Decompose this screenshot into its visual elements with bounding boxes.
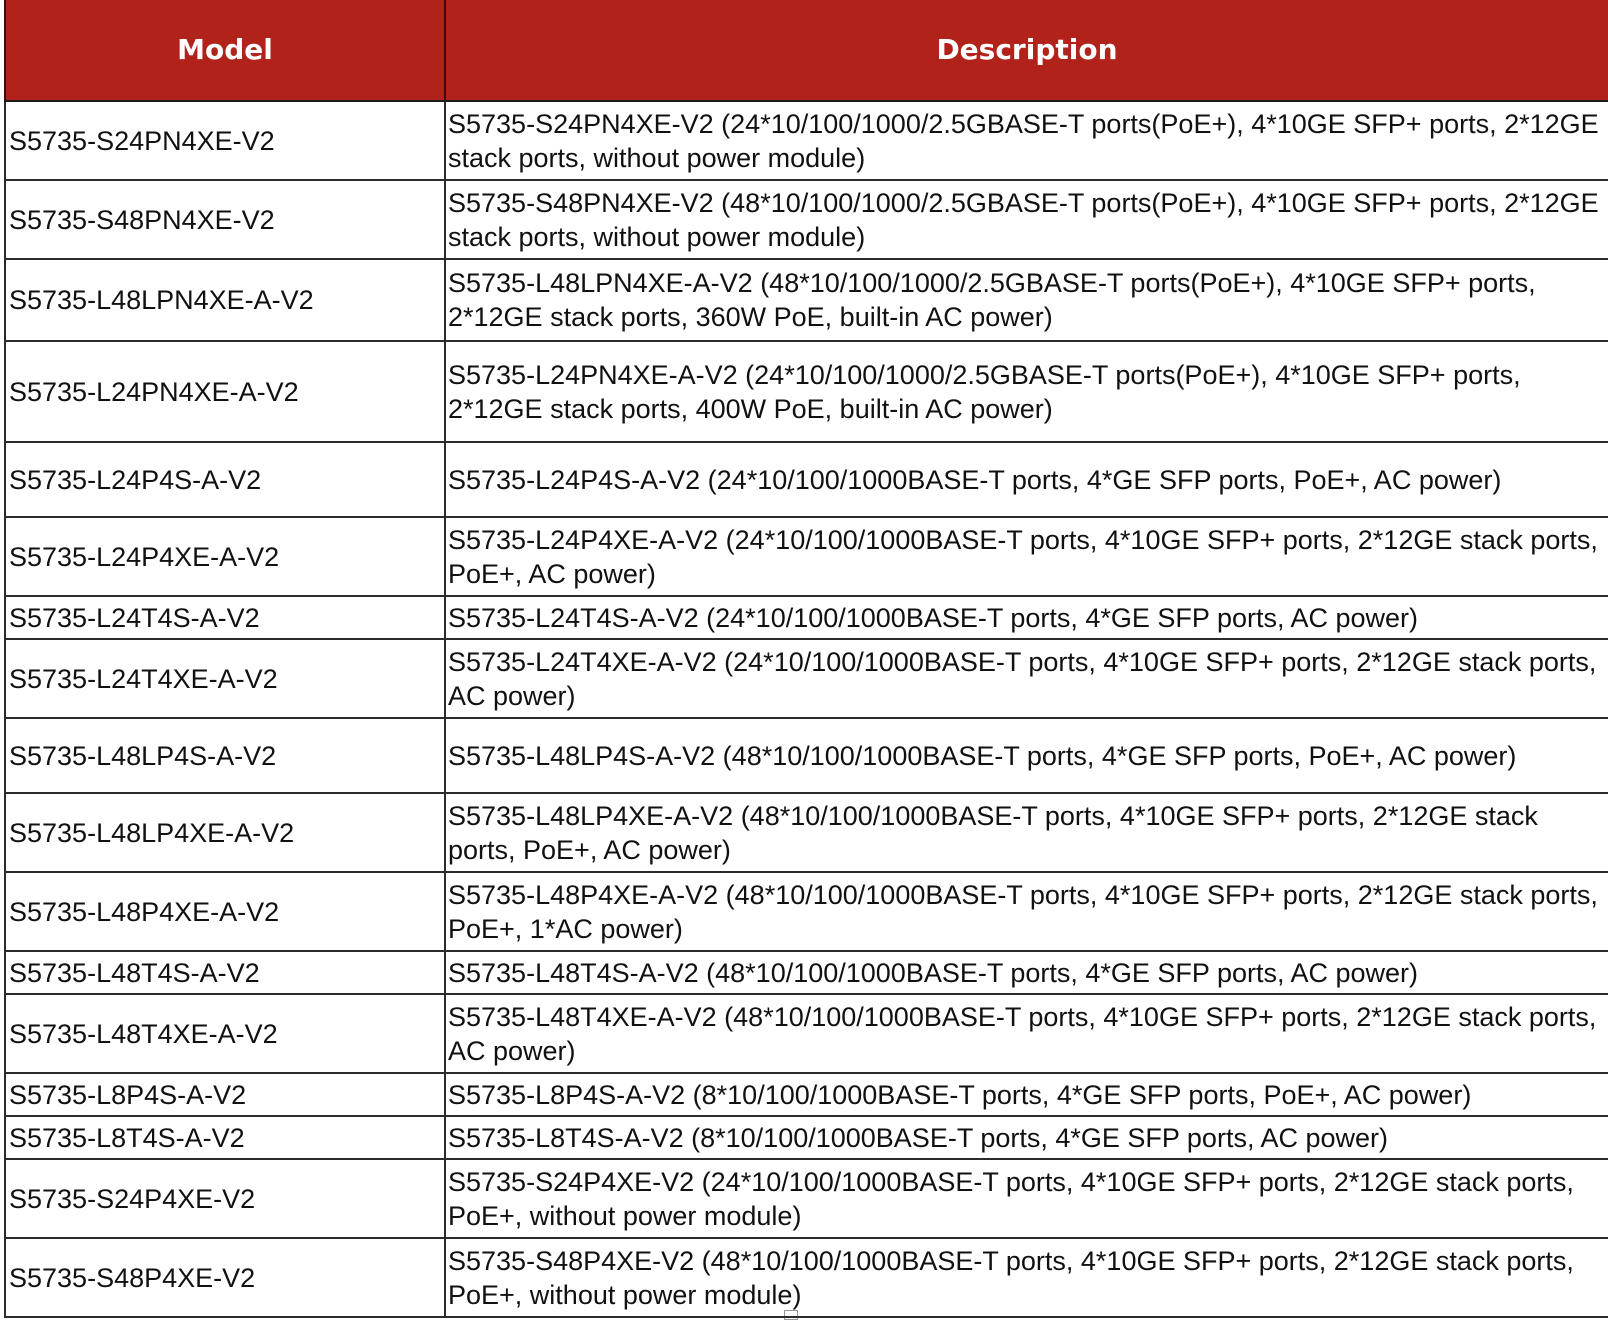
model-cell[interactable]: S5735-L48LP4S-A-V2 [5, 718, 445, 793]
table-row [5, 1159, 1608, 1238]
product-table [4, 0, 1608, 1318]
description-cell[interactable]: S5735-S48P4XE-V2 (48*10/100/1000BASE-T ports, 4*10GE SFP+ ports, 2*12GE stack ports, PoE+, without power module) [445, 1238, 1608, 1317]
model-cell[interactable]: S5735-S24PN4XE-V2 [5, 101, 445, 180]
table-row [5, 596, 1608, 639]
model-cell[interactable]: S5735-S24P4XE-V2 [5, 1159, 445, 1238]
model-cell[interactable]: S5735-L48P4XE-A-V2 [5, 872, 445, 951]
model-cell[interactable]: S5735-L24P4XE-A-V2 [5, 517, 445, 596]
table-row [5, 639, 1608, 718]
model-cell[interactable]: S5735-L48LPN4XE-A-V2 [5, 259, 445, 341]
description-cell[interactable]: S5735-L48LPN4XE-A-V2 (48*10/100/1000/2.5GBASE-T ports(PoE+), 4*10GE SFP+ ports, 2*12GE stack ports, 360W PoE, built-in AC power) [445, 259, 1608, 341]
description-cell[interactable]: S5735-L24T4S-A-V2 (24*10/100/1000BASE-T ports, 4*GE SFP ports, AC power) [445, 596, 1608, 639]
table-row [5, 1116, 1608, 1159]
table-row [5, 1073, 1608, 1116]
header-description[interactable]: Description [445, 0, 1608, 101]
description-cell[interactable]: S5735-L48P4XE-A-V2 (48*10/100/1000BASE-T ports, 4*10GE SFP+ ports, 2*12GE stack ports, PoE+, 1*AC power) [445, 872, 1608, 951]
description-cell[interactable]: S5735-L24PN4XE-A-V2 (24*10/100/1000/2.5GBASE-T ports(PoE+), 4*10GE SFP+ ports, 2*12GE stack ports, 400W PoE, built-in AC power) [445, 341, 1608, 442]
description-cell[interactable]: S5735-L48T4S-A-V2 (48*10/100/1000BASE-T ports, 4*GE SFP ports, AC power) [445, 951, 1608, 994]
table-row [5, 718, 1608, 793]
description-cell[interactable]: S5735-S24PN4XE-V2 (24*10/100/1000/2.5GBASE-T ports(PoE+), 4*10GE SFP+ ports, 2*12GE stack ports, without power module) [445, 101, 1608, 180]
description-cell[interactable]: S5735-L24T4XE-A-V2 (24*10/100/1000BASE-T ports, 4*10GE SFP+ ports, 2*12GE stack ports, AC power) [445, 639, 1608, 718]
description-cell[interactable]: S5735-L24P4S-A-V2 (24*10/100/1000BASE-T ports, 4*GE SFP ports, PoE+, AC power) [445, 442, 1608, 517]
model-cell[interactable]: S5735-S48PN4XE-V2 [5, 180, 445, 259]
description-cell[interactable]: S5735-L8T4S-A-V2 (8*10/100/1000BASE-T ports, 4*GE SFP ports, AC power) [445, 1116, 1608, 1159]
description-cell[interactable]: S5735-L8P4S-A-V2 (8*10/100/1000BASE-T ports, 4*GE SFP ports, PoE+, AC power) [445, 1073, 1608, 1116]
model-cell[interactable]: S5735-L48T4XE-A-V2 [5, 994, 445, 1073]
model-cell[interactable]: S5735-L8T4S-A-V2 [5, 1116, 445, 1159]
table-row [5, 1238, 1608, 1317]
table-row [5, 442, 1608, 517]
model-cell[interactable]: S5735-L48LP4XE-A-V2 [5, 793, 445, 872]
description-cell[interactable]: S5735-L48LP4XE-A-V2 (48*10/100/1000BASE-T ports, 4*10GE SFP+ ports, 2*12GE stack ports, PoE+, AC power) [445, 793, 1608, 872]
model-cell[interactable]: S5735-L24P4S-A-V2 [5, 442, 445, 517]
table-row [5, 101, 1608, 180]
description-cell[interactable]: S5735-L48T4XE-A-V2 (48*10/100/1000BASE-T ports, 4*10GE SFP+ ports, 2*12GE stack ports, AC power) [445, 994, 1608, 1073]
description-cell[interactable]: S5735-S24P4XE-V2 (24*10/100/1000BASE-T ports, 4*10GE SFP+ ports, 2*12GE stack ports, PoE+, without power module) [445, 1159, 1608, 1238]
header-model[interactable]: Model [5, 0, 445, 101]
table-row [5, 994, 1608, 1073]
header-row [5, 0, 1608, 101]
table-row [5, 180, 1608, 259]
description-cell[interactable]: S5735-L24P4XE-A-V2 (24*10/100/1000BASE-T ports, 4*10GE SFP+ ports, 2*12GE stack ports, PoE+, AC power) [445, 517, 1608, 596]
description-cell[interactable]: S5735-L48LP4S-A-V2 (48*10/100/1000BASE-T ports, 4*GE SFP ports, PoE+, AC power) [445, 718, 1608, 793]
table-row [5, 951, 1608, 994]
description-cell[interactable]: S5735-S48PN4XE-V2 (48*10/100/1000/2.5GBASE-T ports(PoE+), 4*10GE SFP+ ports, 2*12GE stack ports, without power module) [445, 180, 1608, 259]
table-row [5, 517, 1608, 596]
table-row [5, 341, 1608, 442]
table-row [5, 259, 1608, 341]
model-cell[interactable]: S5735-L8P4S-A-V2 [5, 1073, 445, 1116]
model-cell[interactable]: S5735-L24T4XE-A-V2 [5, 639, 445, 718]
model-cell[interactable]: S5735-L48T4S-A-V2 [5, 951, 445, 994]
model-cell[interactable]: S5735-L24PN4XE-A-V2 [5, 341, 445, 442]
table-row [5, 793, 1608, 872]
table-row [5, 872, 1608, 951]
model-cell[interactable]: S5735-L24T4S-A-V2 [5, 596, 445, 639]
model-cell[interactable]: S5735-S48P4XE-V2 [5, 1238, 445, 1317]
